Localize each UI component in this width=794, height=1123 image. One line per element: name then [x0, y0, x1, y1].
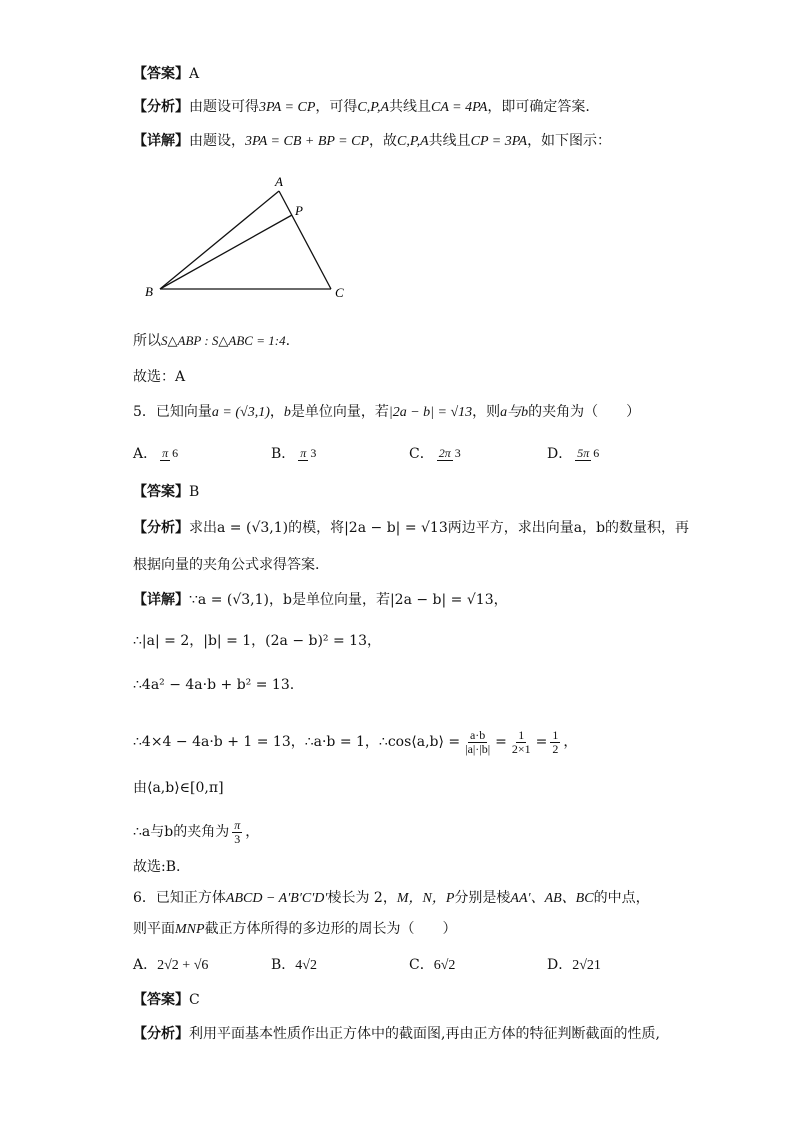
- q5-detail-line-6: [133, 814, 259, 850]
- detail-text: ∴4×4 − 4a·b + 1 = 13，∴a·b = 1，∴cos⟨a,b⟩ =: [133, 734, 461, 750]
- cube-name: ABCD − A′B′C′D′: [225, 891, 328, 906]
- q5-choose: 故选:B.: [133, 859, 181, 875]
- q5-detail-line-3: ∴4a² − 4a·b + b² = 13.: [133, 677, 295, 693]
- detail-points: C,P,A: [397, 134, 429, 149]
- equals: =: [495, 734, 507, 750]
- stem-text: 则平面: [133, 921, 175, 937]
- frac-num: a·b: [469, 727, 486, 742]
- q4-detail-line: [133, 131, 611, 152]
- condition: |2a − b| = √13: [388, 405, 473, 420]
- frac-den: 2×1: [511, 741, 531, 756]
- detail-text: ∵a = (√3,1)，b是单位向量，若|2a − b| = √13，: [189, 592, 508, 608]
- q6-analysis-line: [133, 1024, 660, 1044]
- analysis-text: 利用平面基本性质作出正方体中的截面图,再由正方体的特征判断截面的性质,: [189, 1026, 660, 1042]
- frac-num: π: [234, 817, 241, 832]
- stem-text: 棱长为 2，: [327, 890, 397, 906]
- option-b: [271, 955, 409, 976]
- option-label: C．: [409, 446, 434, 462]
- q6-stem-2: [133, 919, 457, 940]
- analysis-text: 由题设可得: [189, 99, 259, 115]
- q4-so-line: [133, 331, 290, 351]
- detail-relation: CP = 3PA: [470, 134, 528, 149]
- stem-text: ，: [269, 404, 284, 420]
- q6-options: [133, 955, 647, 976]
- q4-answer-line: [133, 64, 199, 84]
- frac-den: |a|·|b|: [465, 741, 491, 756]
- q5-stem: [133, 402, 640, 423]
- detail-text: 由题设，: [189, 133, 245, 149]
- option-label: C．: [409, 957, 434, 973]
- frac-num: π: [300, 446, 307, 460]
- option-d: [547, 444, 647, 464]
- vector-a-def: a = (√3,1): [211, 405, 270, 420]
- option-label: B．: [271, 446, 296, 462]
- label-C: C: [335, 285, 344, 300]
- q6-answer-line: [133, 990, 200, 1010]
- q5-answer-line: [133, 482, 199, 502]
- q5-detail-line-5: 由⟨a,b⟩∈[0,π]: [133, 780, 224, 796]
- frac-num: 2π: [438, 446, 451, 460]
- q5-detail-line-4: [133, 722, 577, 762]
- vector-b: b: [283, 405, 291, 420]
- analysis-text: ，可得: [315, 99, 358, 115]
- frac-den: 2: [552, 741, 559, 756]
- option-a: [133, 444, 271, 464]
- triangle-figure: [140, 168, 360, 308]
- detail-text: ，故: [369, 133, 398, 149]
- option-value: 2√21: [572, 958, 601, 973]
- edge-AC: [279, 191, 331, 289]
- stem-text: 5．已知向量: [133, 404, 212, 420]
- option-label: D．: [547, 957, 573, 973]
- detail-text: ，: [563, 734, 578, 750]
- plane-name: MNP: [175, 922, 205, 937]
- label-B: B: [145, 284, 153, 299]
- detail-text: ∴a与b的夹角为: [133, 824, 230, 840]
- q5-options: [133, 444, 647, 464]
- analysis-text: 共线且: [389, 99, 432, 115]
- analysis-text: ，即可确定答案.: [487, 99, 590, 115]
- label-P: P: [295, 203, 303, 218]
- frac-den: 3: [310, 446, 317, 460]
- q5-detail-line-1: [133, 590, 508, 610]
- frac-num: 5π: [577, 446, 590, 460]
- q5-analysis-line-2: 根据向量的夹角公式求得答案.: [133, 557, 320, 573]
- option-label: A．: [133, 957, 158, 973]
- answer-value: B: [189, 484, 200, 500]
- detail-tag: 【详解】: [133, 592, 189, 608]
- analysis-text: 求出a = (√3,1)的模，将|2a − b| = √13两边平方，求出向量a，b的数量积，再: [189, 520, 690, 536]
- option-c: [409, 955, 547, 976]
- stem-text: 的夹角为（ ）: [528, 404, 641, 420]
- edge-BA: [160, 191, 279, 289]
- answer-value: A: [189, 66, 200, 82]
- answer-tag: 【答案】: [133, 484, 189, 500]
- stem-text: 截正方体所得的多边形的周长为（ ）: [204, 921, 457, 937]
- stem-text: 分别是棱: [454, 890, 511, 906]
- analysis-points: C,P,A: [357, 100, 390, 115]
- frac-den: 6: [593, 446, 600, 460]
- stem-text: 6．已知正方体: [133, 890, 226, 906]
- analysis-tag: 【分析】: [133, 99, 189, 115]
- q5-detail-line-2: ∴|a| = 2，|b| = 1，(2a − b)² = 13，: [133, 633, 381, 649]
- frac-num: 1: [518, 727, 525, 742]
- analysis-tag: 【分析】: [133, 520, 189, 536]
- analysis-equation: 3PA = CP: [259, 100, 316, 115]
- detail-text: 共线且: [428, 133, 471, 149]
- detail-text: ，: [245, 824, 260, 840]
- vectors-ab: a与b: [500, 405, 529, 420]
- option-value: 2√2 + √6: [157, 958, 209, 973]
- detail-tag: 【详解】: [133, 133, 189, 149]
- option-b: [271, 444, 409, 464]
- q4-choose: 故选：A: [133, 369, 186, 385]
- option-label: A．: [133, 446, 158, 462]
- frac-num: 1: [552, 727, 559, 742]
- stem-text: ，则: [472, 404, 501, 420]
- detail-text: ，如下图示：: [527, 133, 612, 149]
- option-c: [409, 444, 547, 464]
- answer-tag: 【答案】: [133, 66, 189, 82]
- q6-stem-1: [133, 888, 650, 909]
- label-A: A: [275, 174, 283, 189]
- answer-tag: 【答案】: [133, 992, 189, 1008]
- area-ratio: S△ABP : S△ABC = 1:4: [161, 333, 286, 348]
- option-value: 4√2: [295, 958, 317, 973]
- q4-analysis-line: [133, 97, 590, 118]
- stem-text: 的中点，: [593, 890, 650, 906]
- option-a: [133, 955, 271, 976]
- so-text: 所以: [133, 333, 161, 349]
- option-value: 6√2: [433, 958, 456, 973]
- frac-den: 3: [454, 446, 461, 460]
- frac-den: 6: [172, 446, 179, 460]
- analysis-tag: 【分析】: [133, 1026, 189, 1042]
- analysis-relation: CA = 4PA: [431, 100, 488, 115]
- option-label: B．: [271, 957, 296, 973]
- detail-equation: 3PA = CB + BP = CP: [245, 134, 370, 149]
- stem-text: 是单位向量，若: [290, 404, 389, 420]
- frac-den: 3: [234, 831, 241, 846]
- midpoints: M，N，P: [396, 891, 455, 906]
- answer-value: C: [189, 992, 200, 1008]
- option-d: [547, 955, 647, 976]
- frac-num: π: [162, 446, 169, 460]
- edge-BP: [160, 215, 292, 289]
- edges: AA′、AB、BC: [510, 891, 594, 906]
- equals: =: [535, 734, 548, 750]
- so-text: .: [285, 333, 291, 349]
- option-label: D．: [547, 446, 573, 462]
- q5-analysis-line: [133, 518, 689, 538]
